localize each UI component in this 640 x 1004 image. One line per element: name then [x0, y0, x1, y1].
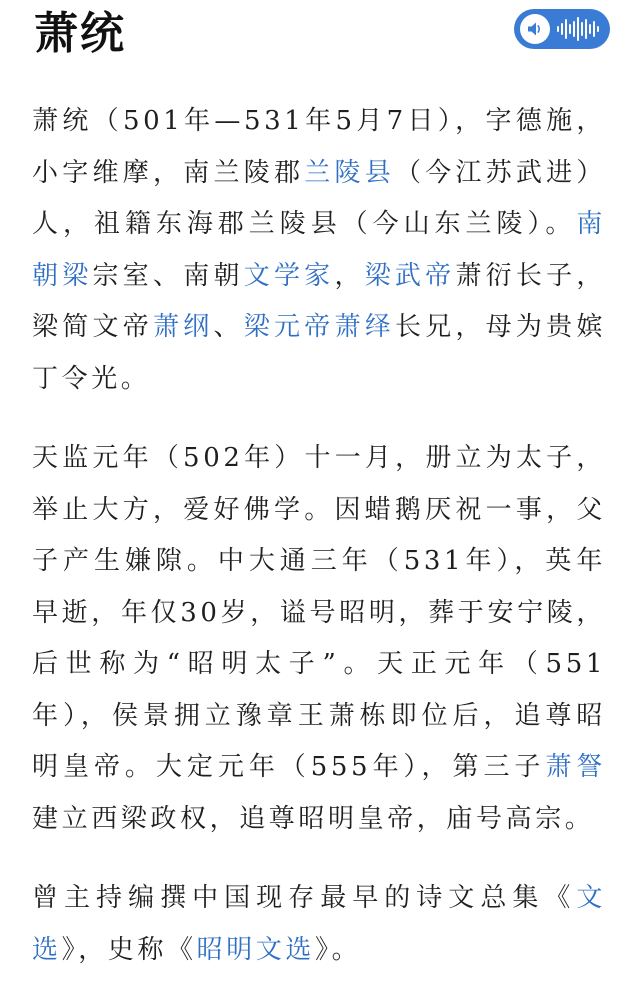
body-text: （今江苏武进）人，祖籍东海郡兰陵县（今山东兰陵）。 — [32, 157, 606, 239]
body-text: 萧统（501年—531年5月7日），字德施，小字维摩，南兰陵郡 — [32, 106, 606, 188]
paragraph — [32, 433, 606, 845]
body-text: 曾主持编撰中国现存最早的诗文总集《 — [32, 883, 577, 913]
body-text: 》。 — [315, 934, 362, 965]
body-text: 长兄，母为贵嫔丁令光。 — [32, 312, 607, 394]
body-text: 天监元年（502年）十一月，册立为太子，举止大方，爱好佛学。因蜡鹅厌祝一事，父子产生嫌隙。中大通三年（531年），英年早逝，年仅30岁，谥号昭明，葬于安宁陵，后世称为“昭明太子”。天正元年（551年），侯景拥立豫章王萧栋即位后，追尊昭明皇帝。大定元年（555年），第三子 — [32, 443, 606, 782]
body-text: 萧衍长子，梁简文帝 — [32, 260, 606, 342]
page-title: 萧统 — [34, 8, 126, 59]
speaker-icon — [520, 14, 550, 44]
waveform-icon — [556, 15, 600, 43]
paragraph — [32, 873, 606, 976]
body-text: 宗室、南朝 — [92, 260, 244, 291]
article-link[interactable]: 梁元帝萧绎 — [243, 312, 395, 342]
body-text: 建立西梁政权，追尊昭明皇帝，庙号高宗。 — [32, 803, 595, 834]
body-text: 、 — [213, 312, 244, 342]
article-link[interactable]: 昭明文选 — [196, 934, 316, 965]
page-header — [32, 0, 612, 70]
article-link[interactable]: 文选 — [32, 883, 606, 965]
body-text: 》，史称《 — [61, 934, 197, 965]
article-body — [32, 96, 606, 1004]
article-link[interactable]: 兰陵县 — [304, 157, 395, 188]
body-text: ， — [334, 260, 365, 291]
article-link[interactable]: 萧詧 — [545, 752, 606, 782]
article-link[interactable]: 萧纲 — [152, 312, 214, 342]
paragraph — [32, 96, 606, 405]
audio-play-button[interactable] — [514, 9, 610, 49]
article-link[interactable]: 梁武帝 — [364, 260, 456, 291]
article-link[interactable]: 文学家 — [243, 260, 335, 291]
article-link[interactable]: 南朝梁 — [32, 209, 606, 291]
